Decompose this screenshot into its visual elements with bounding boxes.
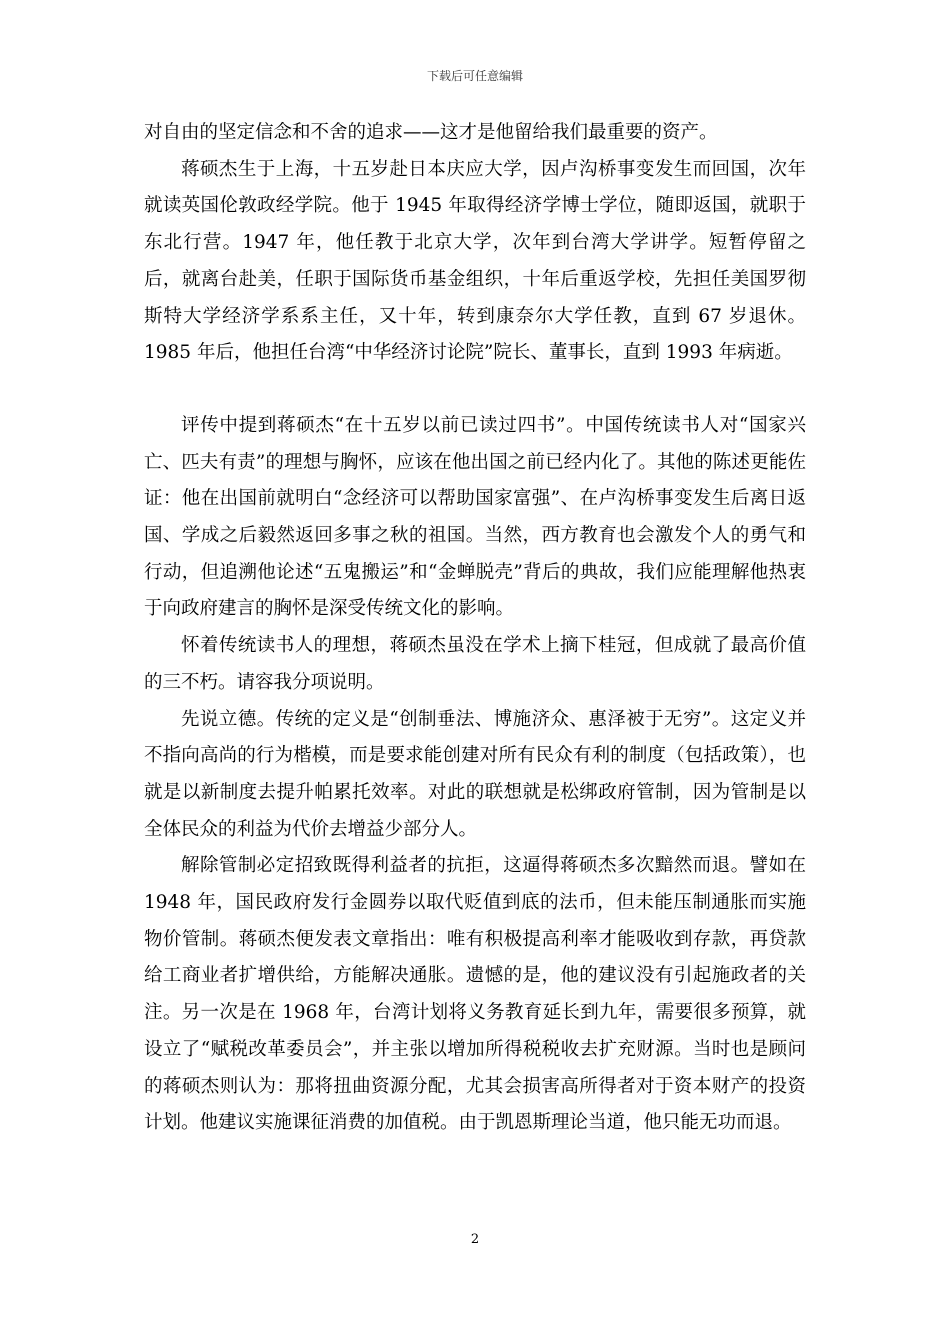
paragraph: 蒋硕杰生于上海，十五岁赴日本庆应大学，因卢沟桥事变发生而回国，次年就读英国伦敦政经学院。他于 1945 年取得经济学博士学位，随即返国，就职于东北行营。1947 年，他任教于北京大学，次年到台湾大学讲学。短暂停留之后，就离台赴美，任职于国际货币基金组织，十年后重返学校，先担任美国罗彻斯特大学经济学系系主任，又十年，转到康奈尔大学任教，直到 67 岁退休。1985 年后，他担任台湾“中华经济讨论院”院长、董事长，直到 1993 年病逝。 <box>144 158 806 364</box>
body-text <box>144 115 806 1142</box>
page-number: 2 <box>470 1232 480 1247</box>
paragraph: 解除管制必定招致既得利益者的抗拒，这逼得蒋硕杰多次黯然而退。譬如在 1948 年，国民政府发行金圆券以取代贬值到底的法币，但未能压制通胀而实施物价管制。蒋硕杰便发表文章指出：唯有积极提高利率才能吸收到存款，再贷款给工商业者扩增供给，方能解决通胀。遗憾的是，他的建议没有引起施政者的关注。另一次是在 1968 年，台湾计划将义务教育延长到九年，需要很多预算，就设立了“赋税改革委员会”，并主张以增加所得税税收去扩充财源。当时也是顾问的蒋硕杰则认为：那将扭曲资源分配，尤其会损害高所得者对于资本财产的投资计划。他建议实施课征消费的加值税。由于凯恩斯理论当道，他只能无功而退。 <box>144 855 806 1134</box>
paragraph: 先说立德。传统的定义是“创制垂法、博施济众、惠泽被于无穷”。这定义并不指向高尚的行为楷模，而是要求能创建对所有民众有利的制度（包括政策），也就是以新制度去提升帕累托效率。对此的联想就是松绑政府管制，因为管制是以全体民众的利益为代价去增益少部分人。 <box>144 708 806 840</box>
paragraph: 评传中提到蒋硕杰“在十五岁以前已读过四书”。中国传统读书人对“国家兴亡、匹夫有责”的理想与胸怀，应该在他出国之前已经内化了。其他的陈述更能佐证：他在出国前就明白“念经济可以帮助国家富强”、在卢沟桥事变发生后离日返国、学成之后毅然返回多事之秋的祖国。当然，西方教育也会激发个人的勇气和行动，但追溯他论述“五鬼搬运”和“金蝉脱壳”背后的典故，我们应能理解他热衷于向政府建言的胸怀是深受传统文化的影响。 <box>144 414 806 620</box>
paragraph: 怀着传统读书人的理想，蒋硕杰虽没在学术上摘下桂冠，但成就了最高价值的三不朽。请容我分项说明。 <box>144 635 806 693</box>
page-header: 下载后可任意编辑 <box>426 69 523 83</box>
paragraph: 对自由的坚定信念和不舍的追求——这才是他留给我们最重要的资产。 <box>144 122 718 143</box>
